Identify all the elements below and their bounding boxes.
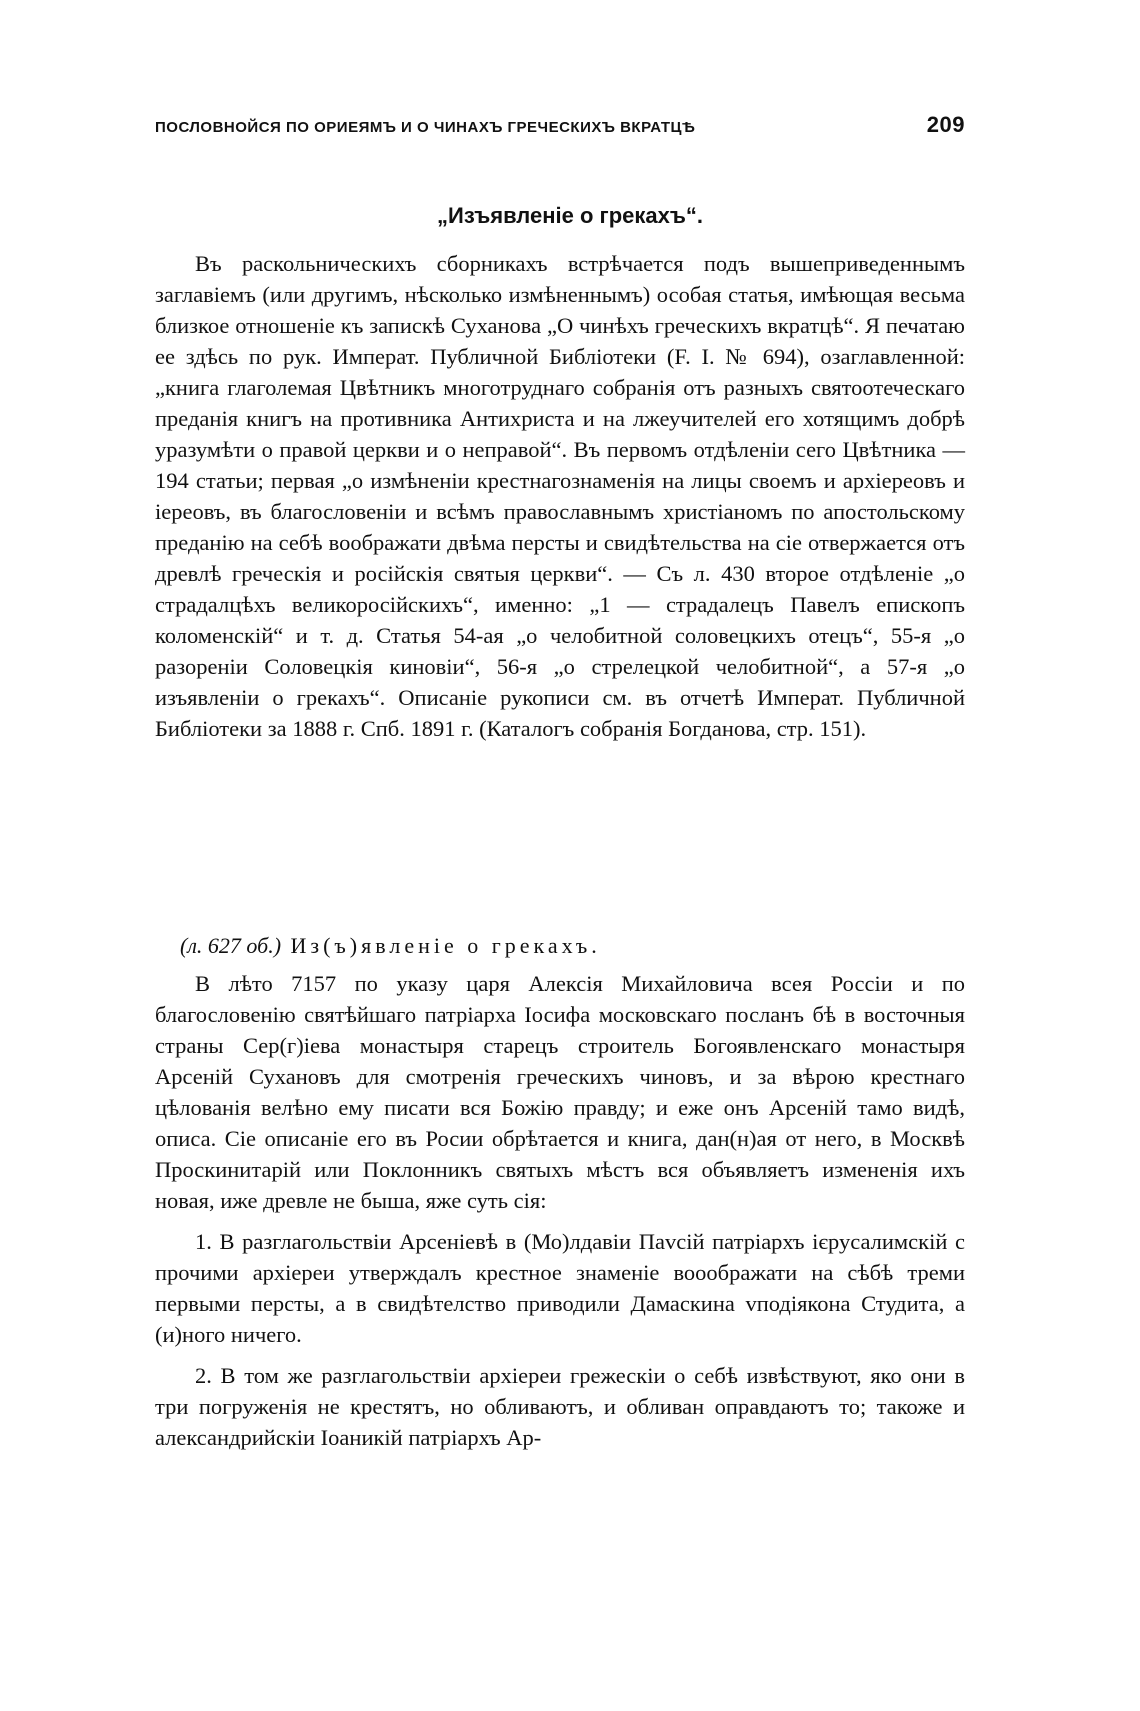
intro-paragraph: Въ раскольническихъ сборникахъ встрѣчается подъ вышеприведеннымъ заглавіемъ (или другимъ, нѣсколько измѣненнымъ) особая статья, имѣющая весьма близкое отношеніе къ запискѣ Суханова „О чинѣхъ греческихъ вкратцѣ“. Я печатаю ее здѣсь по рук. Императ. Публичной Библіотеки (F. I. № 694), озаглавленной: „книга глаголемая Цвѣтникъ многотруднаго собранія отъ разныхъ святоотеческаго преданія книгъ на противника Антихриста и на лжеучителей его хотящимъ добрѣ уразумѣти о правой церкви и о неправой“. Въ первомъ отдѣленіи сего Цвѣтника — 194 статьи; первая „о измѣненіи крестнагознаменія на лицы своемъ и архіереовъ и іереовъ, въ благословеніи и всѣмъ православнымъ христіаномъ по апостольскому преданію на себѣ воображати двѣма персты и свидѣтельства на сіе отвержается отъ древлѣ греческія и російскія святыя церкви“. — Съ л. 430 второе отдѣленіе „о страдалцѣхъ великоросійскихъ“, именно: „1 — страдалецъ Павелъ епископъ коломенскій“ и т. д. Статья 54-ая „о челобитной соловецкихъ отецъ“, 55-я „о разореніи Соловецкія киновіи“, 56-я „о стрелецкой челобитной“, а 57-я „о изъявленіи о грекахъ“. Описаніе рукописи см. въ отчетѣ Императ. Публичной Библіотеки за 1888 г. Спб. 1891 г. (Каталогъ собранія Богданова, стр. 151). [155, 251, 965, 741]
running-title: ПОСЛОВНОЙСЯ ПО ОРИЕЯМЪ И О ЧИНАХЪ ГРЕЧЕСКИХЪ ВКРАТЦѢ [155, 119, 696, 136]
body-paragraph: В лѣто 7157 по указу царя Алексія Михайловича всея Россіи и по благословенію святѣйшаго патріарха Іосифа московскаго посланъ бѣ в восточныя страны Сер(г)іева монастыря старецъ строитель Богоявленскаго монастыря Арсеній Сухановъ для смотренія греческихъ чиновъ, и за вѣрою крестнаго цѣлованія велѣно ему писати вся Божію правду; и еже онъ Арсеній тамо видѣ, описа. Сіе описаніе его въ Росии обрѣтается и книга, дан(н)ая от него, в Москвѣ Проскинитарій или Поклонникъ святыхъ мѣстъ вся объявляетъ измененія ихъ новая, иже древле не быша, яже суть сія: [155, 971, 965, 1213]
folio-reference: (л. 627 об.) [180, 933, 282, 958]
running-header [155, 112, 965, 138]
body-section [155, 968, 965, 1453]
intro-section [155, 248, 965, 744]
numbered-paragraph-2: 2. В том же разглагольствіи архіереи грежескіи о себѣ извѣствуют, яко они в три погруженія не крестятъ, но обливаютъ, и обливан оправдаютъ то; такоже и александрийскіи Іоаникій патріархъ Ар- [155, 1363, 965, 1450]
subheading [180, 933, 601, 959]
numbered-paragraph-1: 1. В разглагольствіи Арсеніевѣ в (Мо)лдавіи Паvсій патріархъ ієрусалимскій с прочими архіереи утверждалъ крестное знаменіе вооображати на сѣбѣ треми первыми персты, а в свидѣтелство приводили Дамаскина vподіякона Студита, а (и)ного ничего. [155, 1229, 965, 1347]
section-title: „Изъявленіе о грекахъ“. [437, 203, 703, 228]
subheading-title: Из(ъ)явленіе о грекахъ. [290, 933, 601, 958]
page-number: 209 [926, 112, 965, 137]
